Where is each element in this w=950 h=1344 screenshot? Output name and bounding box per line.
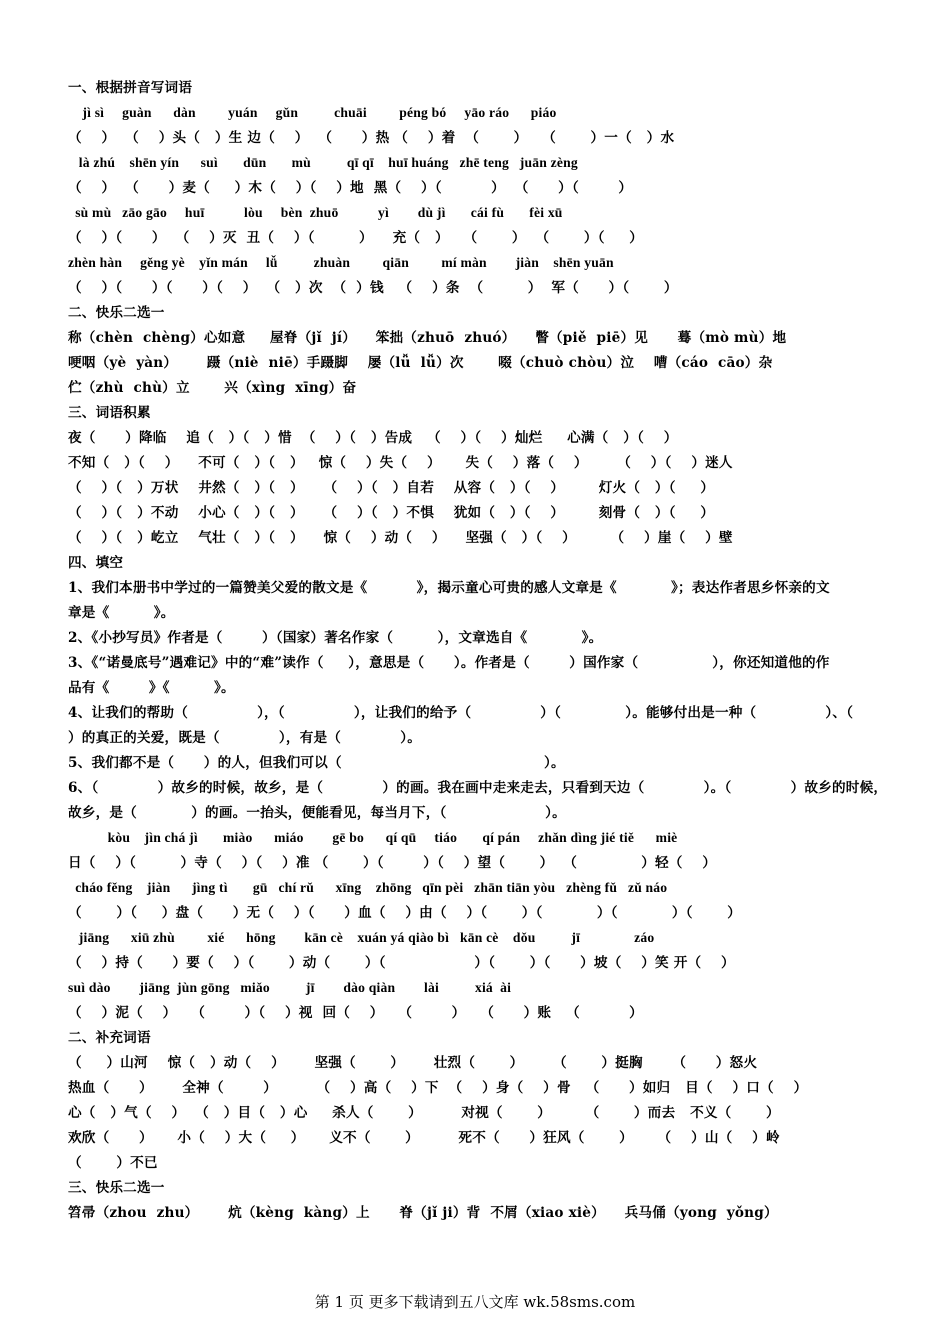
pinyin-row: suì dào jiāng jùn gōng miǎo jī dào qiàn lài xiá ài bbox=[68, 980, 512, 995]
blank-row: （ ）（ ）盘（ ）无（ ）（ ）血（ ）由（ ）（ ）（ ）（ ）（ ） bbox=[68, 905, 741, 921]
fill-question: 故乡，是（ ）的画。一抬头，便能看见，每当月下，（ ）。 bbox=[68, 805, 566, 821]
pinyin-row: cháo fěng jiàn jìng tì gū chí rǔ xīng zhōng qīn pèi zhān tiān yòu zhèng fǔ zǔ náo bbox=[68, 880, 668, 895]
pinyin-row: sù mù zāo gāo huī lòu bèn zhuō yì dù jì cái fù fèi xū bbox=[68, 205, 563, 220]
fill-question: 6、（ ）故乡的时候，故乡，是（ ）的画。我在画中走来走去，只看到天边（ ）。（ ）故乡的时候， bbox=[68, 780, 888, 796]
pinyin-row: jiāng xiū zhù xié hōng kān cè xuán yá qiào bì kān cè dǒu jī záo bbox=[68, 930, 655, 945]
vocab-row: 不知（ ）（ ） 不可（ ）（ ） 惊（ ）失（ ） 失（ ）落（ ） （ ）（ ）迷人 bbox=[68, 455, 733, 471]
supplement-row: 欢欣（ ） 小（ ）大（ ） 义不（ ） 死不（ ）狂风（ ） （ ）山（ ）岭 bbox=[68, 1130, 780, 1146]
pinyin-row: kòu jìn chá jì miào miáo gē bo qí qū tiáo qí pán zhǎn dìng jié tiě miè bbox=[68, 830, 678, 845]
supplement-row: （ ）不已 bbox=[68, 1155, 158, 1171]
section-heading-vocab: 三、词语积累 bbox=[68, 405, 151, 421]
fill-question: 4、让我们的帮助（ ），（ ），让我们的给予（ ）（ ）。能够付出是一种（ ）、（ bbox=[68, 705, 854, 721]
pinyin-row: là zhú shēn yín suì dūn mù qī qī huī huáng zhē teng juān zèng bbox=[68, 155, 578, 170]
fill-question: 3、《“诺曼底号”遇难记》中的“难”读作（ ），意思是（ ）。作者是（ ）国作家（ ），你还知道他的作 bbox=[68, 655, 830, 671]
supplement-row: 热血（ ） 全神（ ） （ ）高（ ）下 （ ）身（ ）骨 （ ）如归 目（ ）口（ ） bbox=[68, 1080, 808, 1096]
pinyin-row: jì sì guàn dàn yuán gǔn chuāi péng bó yāo ráo piáo bbox=[68, 105, 557, 120]
section-heading-supplement: 二、补充词语 bbox=[68, 1030, 151, 1046]
blank-row: （ ）持（ ）要（ ）（ ）动（ ）（ ）（ ）（ ）坡（ ）笑 开（ ） bbox=[68, 955, 735, 971]
vocab-row: （ ）（ ）不动 小心（ ）（ ） （ ）（ ）不惧 犹如（ ）（ ） 刻骨（ ）（ ） bbox=[68, 505, 715, 521]
blank-row: （ ） （ ）麦（ ）木（ ）（ ）地 黑（ ）（ ） （ ）（ ） bbox=[68, 180, 633, 196]
section-heading-pinyin: 一、根据拼音写词语 bbox=[68, 80, 193, 96]
page-footer: 第 1 页 更多下载请到五八文库 wk.58sms.com bbox=[314, 1293, 636, 1311]
vocab-row: （ ）（ ）万状 井然（ ）（ ） （ ）（ ）自若 从容（ ）（ ） 灯火（ ）（ ） bbox=[68, 480, 715, 496]
choice-row: 笤帚（zhou zhu） 炕（kèng kàng）上 脊（jǐ ji）背 不屑（xiao xiè） 兵马俑（yong yǒng） bbox=[68, 1205, 778, 1221]
fill-question: 章是《 》。 bbox=[68, 605, 175, 621]
blank-row: （ ）（ ） （ ）灭 丑（ ）（ ） 充（ ） （ ） （ ）（ ） bbox=[68, 230, 644, 246]
choice-row: 称（chèn chèng）心如意 屋脊（jǐ jí） 笨拙（zhuō zhuó） 瞥（piě piē）见 蓦（mò mù）地 bbox=[68, 330, 787, 346]
fill-question: 1、我们本册书中学过的一篇赞美父爱的散文是《 》，揭示童心可贵的感人文章是《 》；表达作者思乡怀亲的文 bbox=[68, 580, 830, 596]
pinyin-row: zhèn hàn gěng yè yǐn mán lǚ zhuàn qiān mí màn jiàn shēn yuān bbox=[68, 255, 614, 270]
blank-row: （ ）（ ）（ ）（ ） （ ）次 （ ）钱 （ ）条 （ ） 军（ ）（ ） bbox=[68, 280, 678, 296]
section-heading-fill: 四、填空 bbox=[68, 555, 124, 571]
fill-question: 2、《小抄写员》作者是（ ）（国家）著名作家（ ），文章选自《 》。 bbox=[68, 630, 603, 646]
section-heading-choice: 二、快乐二选一 bbox=[68, 305, 165, 321]
blank-row: 日（ ）（ ）寺（ ）（ ）准 （ ）（ ）（ ）望（ ） （ ）轻（ ） bbox=[68, 855, 717, 871]
section-heading-choice-2: 三、快乐二选一 bbox=[68, 1180, 165, 1196]
blank-row: （ ） （ ）头（ ）生 边（ ） （ ）热 （ ）着 （ ） （ ）一（ ）水 bbox=[68, 130, 675, 146]
choice-row: 哽咽（yè yàn） 蹑（niè niē）手蹑脚 屡（lǚ lǚ）次 啜（chuò chòu）泣 嘈（cáo cāo）杂 bbox=[68, 355, 773, 371]
vocab-row: 夜（ ）降临 追（ ）（ ）惜 （ ）（ ）告成 （ ）（ ）灿烂 心满（ ）（ ） bbox=[68, 430, 678, 446]
vocab-row: （ ）（ ）屹立 气壮（ ）（ ） 惊（ ）动（ ） 坚强（ ）（ ） （ ）崖（ ）壁 bbox=[68, 530, 733, 546]
supplement-row: （ ）山河 惊（ ）动（ ） 坚强（ ） 壮烈（ ） （ ）挺胸 （ ）怒火 bbox=[68, 1055, 758, 1071]
fill-question: 5、我们都不是（ ）的人，但我们可以（ ）。 bbox=[68, 755, 565, 771]
fill-question: 品有《 》《 》。 bbox=[68, 680, 235, 696]
fill-question: ）的真正的关爱，既是（ ），有是（ ）。 bbox=[68, 730, 422, 746]
choice-row: 伫（zhù chù）立 兴（xìng xīng）奋 bbox=[68, 380, 357, 396]
supplement-row: 心（ ）气（ ） （ ）目（ ）心 杀人（ ） 对视（ ） （ ）而去 不义（ ） bbox=[68, 1105, 780, 1121]
blank-row: （ ）泥（ ） （ ）（ ）视 回（ ） （ ） （ ）账 （ ） bbox=[68, 1005, 643, 1021]
